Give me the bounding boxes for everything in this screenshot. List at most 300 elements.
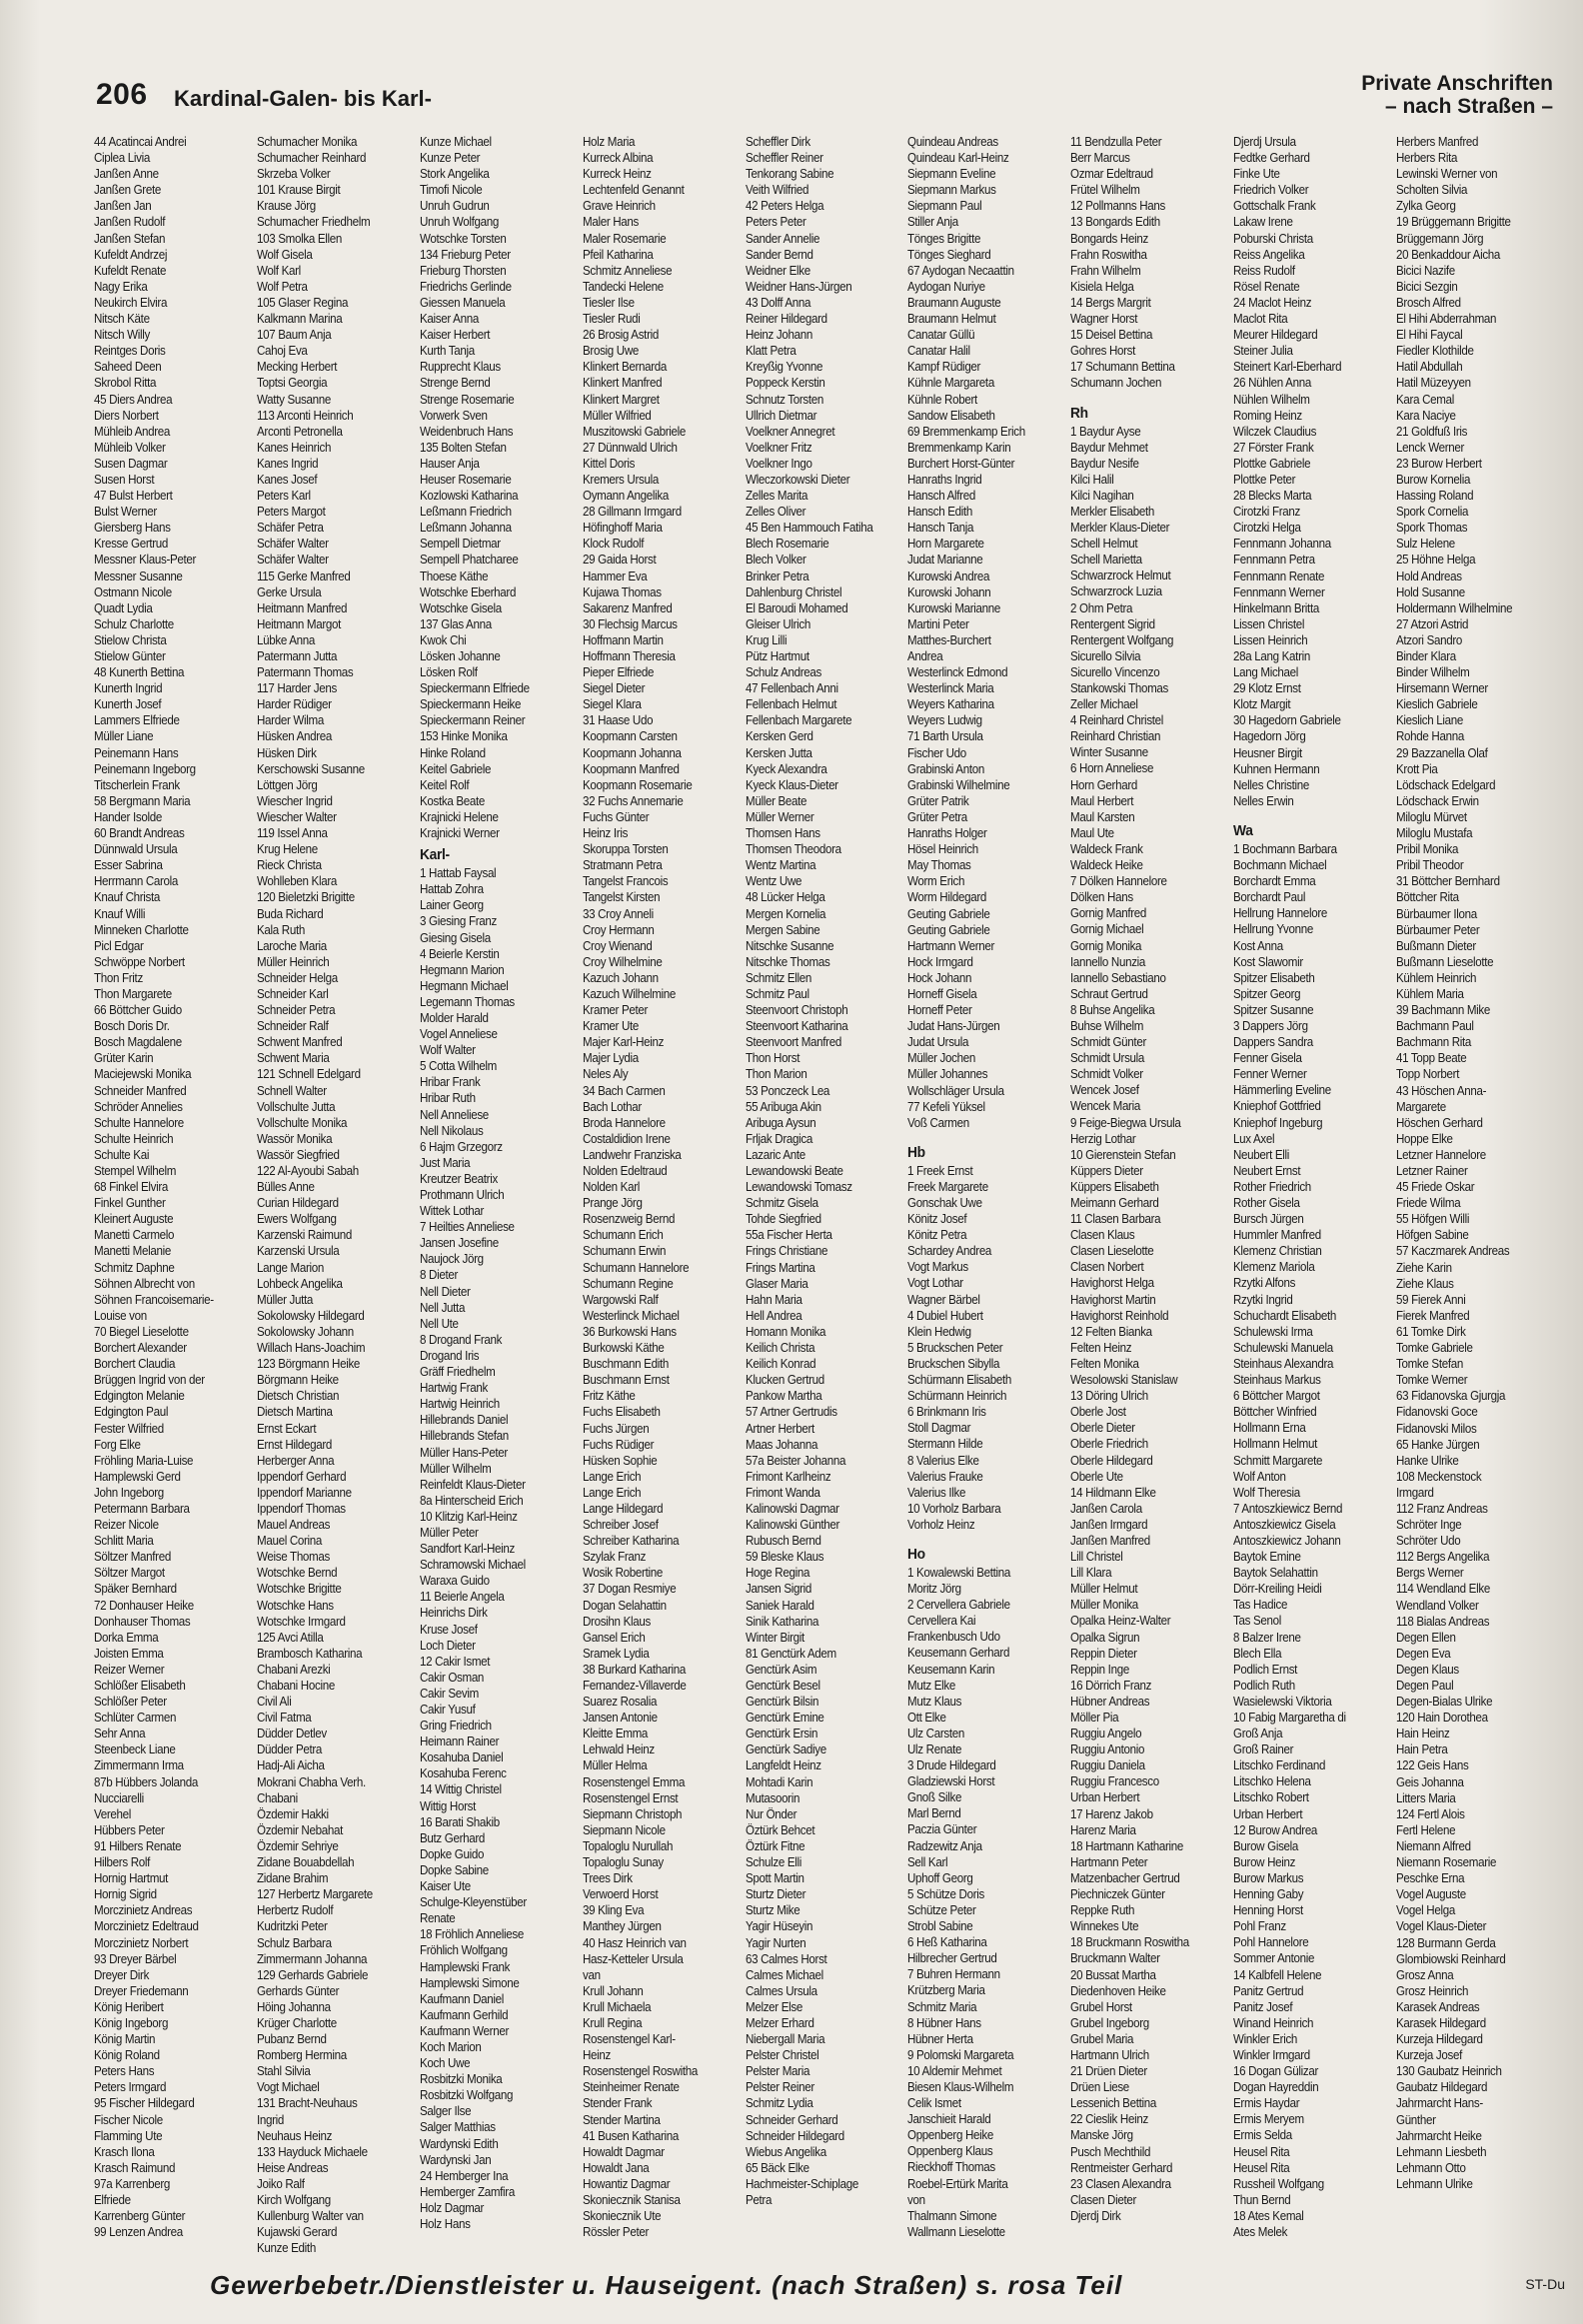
listing-entry: Stender Frank — [582, 2096, 652, 2111]
listing-entry: Lödschack Erwin — [1396, 793, 1479, 808]
listing-entry: Schumann Jochen — [1070, 376, 1162, 391]
listing-entry: 63 Calmes Horst — [745, 1951, 827, 1966]
listing-entry: Krull Michaela — [582, 1999, 651, 2014]
listing-entry: Müller Heinrich — [256, 954, 330, 969]
listing-entry: Westerlinck Edmond — [907, 665, 1008, 680]
listing-entry: Degen Eva — [1396, 1646, 1451, 1661]
listing-entry: Kieslich Liane — [1396, 713, 1464, 728]
listing-entry: Canatar Halil — [907, 344, 971, 359]
listing-entry: Drogand Iris — [419, 1348, 480, 1363]
listing-entry: Lissen Christel — [1233, 616, 1305, 631]
listing-entry: Neukirch Elvira — [94, 295, 168, 310]
listing-entry: Möller Pia — [1070, 1711, 1119, 1725]
listing-entry: Schumann Erwin — [582, 1244, 666, 1259]
listing-entry: 8 Dieter — [419, 1268, 458, 1283]
listing-entry: Broda Hannelore — [582, 1115, 666, 1130]
listing-entry: Frahn Roswitha — [1070, 247, 1147, 262]
listing-entry: 24 Maclot Heinz — [1233, 295, 1312, 310]
listing-entry: Spieckermann Elfriede — [419, 681, 530, 696]
listing-entry: Voelkner Ingo — [745, 456, 812, 471]
listing-entry: Herbers Manfred — [1396, 135, 1479, 149]
listing-entry: Horn Gerhard — [1070, 777, 1138, 792]
listing-entry: Rzytki Alfons — [1233, 1276, 1296, 1291]
listing-entry: Gansel Erich — [582, 1630, 646, 1645]
listing-entry: Bach Lothar — [582, 1099, 642, 1114]
listing-entry: König Heribert — [94, 1999, 164, 2014]
listing-entry: Vogt Markus — [907, 1260, 969, 1275]
listing-entry: Brosig Uwe — [582, 344, 639, 359]
listing-entry: Kufeldt Renate — [94, 263, 167, 278]
listing-entry: Vollschulte Monika — [256, 1115, 348, 1130]
listing-entry: Ruggiu Francesco — [1070, 1774, 1160, 1789]
listing-entry: Nell Anneliese — [419, 1107, 489, 1122]
listing-entry: Ippendorf Thomas — [256, 1501, 346, 1516]
listing-entry: Verehel — [94, 1806, 132, 1821]
listing-entry: Maler Hans — [582, 215, 639, 230]
listing-entry: Hoge Regina — [745, 1566, 809, 1581]
listing-entry: 31 Haase Udo — [582, 713, 653, 728]
listing-entry: Hinkelmann Britta — [1233, 600, 1320, 615]
listing-entry: 103 Smolka Ellen — [256, 231, 342, 246]
listing-entry: Heitmann Manfred — [256, 600, 348, 615]
listing-entry: Ozmar Edeltraud — [1070, 167, 1154, 182]
listing-entry: Cakir Sevim — [419, 1686, 479, 1701]
listing-entry: Panitz Gertrud — [1233, 1983, 1304, 1998]
listing-entry: Susen Horst — [94, 472, 155, 487]
listing-entry: 16 Barati Shakib — [419, 1814, 500, 1829]
listing-entry: Wolf Walter — [419, 1043, 476, 1058]
listing-entry: Havighorst Helga — [1070, 1276, 1155, 1291]
listing-entry: Friedrich Volker — [1233, 183, 1309, 198]
listing-entry: 66 Böttcher Guido — [94, 1003, 182, 1018]
listing-entry: Stermann Hilde — [907, 1437, 983, 1452]
listing-entry: Peinemann Hans — [94, 745, 179, 760]
listing-entry: Höing Johanna — [256, 1999, 331, 2014]
listing-entry: Calmes Michael — [745, 1967, 823, 1982]
listing-entry: Wentz Martina — [745, 858, 815, 873]
listing-entry: Scheffler Reiner — [745, 151, 823, 166]
listing-entry: 67 Aydogan Necaattin — [907, 263, 1015, 278]
listing-entry: Judat Marianne — [907, 553, 983, 568]
listing-entry: Wassör Siegfried — [256, 1147, 340, 1162]
listing-entry: Spott Martin — [745, 1871, 804, 1886]
listing-entry: Ippendorf Marianne — [256, 1485, 352, 1500]
listing-entry: Kampf Rüdiger — [907, 360, 981, 375]
listing-entry: Verwoerd Horst — [582, 1887, 659, 1902]
listing-entry: Müller Beate — [745, 793, 806, 808]
listing-entry: Kruse Josef — [419, 1622, 478, 1637]
listing-entry: Hribar Frank — [419, 1075, 481, 1090]
listing-entry: Salger Matthias — [419, 2120, 496, 2135]
listing-entry: Schumacher Monika — [256, 135, 358, 149]
listing-entry: Nucciarelli — [94, 1790, 144, 1805]
listing-entry: 105 Glaser Regina — [256, 295, 349, 310]
listing-entry: Vogt Michael — [256, 2080, 320, 2095]
listing-entry: Andrea — [907, 649, 943, 663]
listing-entry: Hoffmann Martin — [582, 632, 664, 647]
listing-entry: Rieck Christa — [256, 858, 322, 873]
listing-entry: Hansch Tanja — [907, 521, 974, 536]
listing-entry: Dreyer Dirk — [94, 1967, 150, 1982]
listing-entry: Mokrani Chabha Verh. — [256, 1774, 366, 1789]
listing-entry: Lübke Anna — [256, 632, 315, 647]
listing-entry: Schwent Maria — [256, 1051, 330, 1066]
listing-entry: Vollschulte Jutta — [256, 1099, 336, 1114]
listing-entry: 12 Cakir Ismet — [419, 1654, 490, 1669]
listing-entry: 10 Klitzig Karl-Heinz — [419, 1509, 518, 1524]
listing-entry: Hansch Edith — [907, 505, 973, 520]
listing-entry: Dahlenburg Christel — [745, 584, 841, 599]
listing-entry: Baytok Selahattin — [1233, 1566, 1318, 1581]
listing-entry: Canatar Güllü — [907, 328, 975, 343]
listing-entry: Kaufmann Daniel — [419, 1991, 504, 2006]
listing-entry: Herrmann Carola — [94, 874, 179, 889]
listing-entry: Steiner Julia — [1233, 344, 1293, 359]
listing-entry: Sulz Helene — [1396, 537, 1456, 552]
listing-entry: Kirch Wolfgang — [256, 2193, 331, 2207]
listing-entry: Braumann Auguste — [907, 295, 1001, 310]
listing-entry: Kleinert Auguste — [94, 1212, 174, 1227]
listing-entry: Opalka Sigrun — [1070, 1630, 1140, 1645]
listing-entry: Gerhards Günter — [256, 1983, 339, 1998]
listing-entry: Könitz Petra — [907, 1228, 967, 1243]
listing-entry: Klinkert Manfred — [582, 376, 662, 391]
listing-entry: Fidanovski Goce — [1396, 1405, 1478, 1420]
listing-entry: Rupprecht Klaus — [419, 360, 501, 375]
listing-entry: Nell Nikolaus — [419, 1123, 484, 1138]
listing-entry: Hollmann Erna — [1233, 1421, 1306, 1436]
listing-entry: 3 Drude Hildegard — [907, 1758, 997, 1773]
listing-entry: 124 Fertl Alois — [1396, 1806, 1465, 1821]
listing-entry: Maul Karsten — [1070, 809, 1135, 824]
listing-entry: 16 Dörrich Franz — [1070, 1678, 1152, 1693]
listing-entry: Naujock Jörg — [419, 1252, 484, 1267]
listing-entry: Worm Hildegard — [907, 890, 987, 905]
listing-entry: Waraxa Guido — [419, 1574, 490, 1589]
listing-entry: Nelles Erwin — [1233, 793, 1294, 808]
listing-entry: Düdder Detlev — [256, 1727, 327, 1742]
listing-entry: Söhnen Francoisemarie- — [94, 1292, 214, 1307]
listing-entry: Matzenbacher Gertrud — [1070, 1870, 1180, 1885]
listing-entry: Ruggiu Daniela — [1070, 1758, 1146, 1773]
listing-entry: Lissen Heinrich — [1233, 632, 1308, 647]
listing-entry: Unruh Gudrun — [419, 199, 490, 214]
listing-entry: 10 Fabig Margaretha di — [1233, 1711, 1346, 1725]
listing-entry: 61 Tomke Dirk — [1396, 1324, 1466, 1339]
listing-entry: Klotz Margit — [1233, 697, 1291, 712]
listing-entry: Siegel Dieter — [582, 681, 645, 696]
listing-entry: Ewers Wolfgang — [256, 1212, 337, 1227]
listing-entry: Hoffmann Theresia — [582, 649, 676, 663]
listing-entry: Siepmann Markus — [907, 183, 996, 198]
listing-entry: Schlößer Peter — [94, 1695, 167, 1710]
listing-entry: Ullrich Dietmar — [745, 408, 816, 423]
listing-entry: Manetti Carmelo — [94, 1228, 175, 1243]
listing-entry: Niemann Rosemarie — [1396, 1855, 1497, 1870]
listing-entry: Hamplewski Gerd — [94, 1469, 181, 1484]
listing-entry: Petra — [745, 2193, 772, 2207]
listing-entry: 60 Brandt Andreas — [94, 826, 185, 841]
listing-entry: Bulst Werner — [94, 505, 157, 520]
listing-entry: Sinik Katharina — [745, 1614, 818, 1629]
listing-entry: 47 Fellenbach Anni — [745, 681, 838, 696]
listing-entry: Reppin Inge — [1070, 1662, 1130, 1677]
listing-entry: Hilbers Rolf — [94, 1855, 151, 1870]
listing-entry: Brambosch Katharina — [256, 1646, 363, 1661]
listing-entry: Iannello Nunzia — [1070, 954, 1146, 969]
listing-entry: Gaubatz Hildegard — [1396, 2080, 1488, 2095]
listing-entry: Atzori Sandro — [1396, 632, 1463, 647]
listing-entry: Heise Andreas — [256, 2160, 329, 2175]
listing-entry: von — [907, 2192, 926, 2207]
listing-entry: Voß Carmen — [907, 1115, 970, 1130]
listing-entry: Peters Margot — [256, 505, 326, 520]
listing-entry: Laroche Maria — [256, 938, 327, 953]
listing-entry: 11 Clasen Barbara — [1070, 1212, 1161, 1227]
listing-entry: 41 Busen Katharina — [582, 2128, 679, 2143]
listing-entry: Glaser Maria — [745, 1276, 808, 1291]
listing-entry: Miloglu Mürvet — [1396, 809, 1467, 824]
listing-entry: Burow Kornelia — [1396, 472, 1471, 487]
listing-entry: Kaufmann Werner — [419, 2023, 509, 2038]
listing-entry: Kosahuba Ferenc — [419, 1766, 507, 1781]
listing-entry: Grosz Anna — [1396, 1967, 1454, 1982]
listing-entry: Schulz Barbara — [256, 1935, 332, 1950]
listing-entry: Fierek Manfred — [1396, 1308, 1470, 1323]
listing-entry: Jansen Josefine — [419, 1236, 499, 1251]
listing-entry: 113 Arconti Heinrich — [256, 408, 354, 423]
listing-entry: Bremmenkamp Karin — [907, 440, 1011, 455]
listing-entry: Petermann Barbara — [94, 1501, 190, 1516]
listing-entry: Hübner Andreas — [1070, 1694, 1150, 1709]
listing-entry: Heitmann Margot — [256, 616, 341, 631]
listing-entry: Winter Birgit — [745, 1630, 804, 1645]
listing-entry: Spork Thomas — [1396, 521, 1468, 536]
listing-entry: Nitsch Willy — [94, 328, 151, 343]
listing-entry: 133 Hayduck Michaele — [256, 2144, 368, 2159]
listing-entry: 19 Brüggemann Brigitte — [1396, 215, 1511, 230]
listing-entry: Vorholz Heinz — [907, 1517, 975, 1532]
listing-entry: Hegmann Michael — [419, 978, 509, 993]
footer-note: Gewerbebetr./Dienstleister u. Hauseigent. (nach Straßen) s. rosa Teil — [210, 2270, 1123, 2300]
listing-entry: Jahrmarcht Hans- — [1396, 2096, 1484, 2111]
listing-entry: Litschko Helena — [1233, 1774, 1311, 1789]
listing-entry: Zidane Bouabdellah — [256, 1855, 355, 1870]
listing-entry: Grüter Patrik — [907, 793, 969, 808]
listing-entry: Hain Heinz — [1396, 1727, 1450, 1742]
listing-entry: Heusel Rita — [1233, 2160, 1290, 2175]
listing-entry: Skrobol Ritta — [94, 376, 157, 391]
listing-entry: Skoruppa Torsten — [582, 842, 669, 857]
listing-entry: Schumacher Friedhelm — [256, 215, 371, 230]
listing-entry: Steenvoort Manfred — [745, 1035, 841, 1050]
listing-entry: Kerschowski Susanne — [256, 761, 365, 776]
listing-entry: 1 Kowalewski Bettina — [907, 1565, 1011, 1580]
listing-entry: Prange Jörg — [582, 1196, 643, 1211]
listing-entry: Manthey Jürgen — [582, 1919, 662, 1934]
listing-entry: Bachmann Paul — [1396, 1019, 1474, 1034]
listing-entry: Krasch Raimund — [94, 2160, 176, 2175]
listing-entry: Stoll Dagmar — [907, 1421, 971, 1436]
listing-entry: Wolf Theresia — [1233, 1485, 1301, 1500]
listing-entry: Düdder Petra — [256, 1743, 322, 1757]
listing-entry: Glombiowski Reinhard — [1396, 1951, 1506, 1966]
listing-entry: Kurzeja Hildegard — [1396, 2032, 1483, 2047]
listing-entry: Kaiser Ute — [419, 1879, 471, 1894]
listing-entry: 129 Gerhards Gabriele — [256, 1967, 368, 1982]
listing-entry: Bußmann Lieselotte — [1396, 954, 1494, 969]
listing-entry: Steenvoort Christoph — [745, 1003, 847, 1018]
listing-entry: Picl Edgar — [94, 938, 144, 953]
listing-entry: Kalkmann Marina — [256, 312, 343, 327]
listing-entry: Reiner Hildegard — [745, 312, 827, 327]
listing-entry: 1 Hattab Faysal — [419, 866, 497, 881]
listing-entry: 17 Harenz Jakob — [1070, 1806, 1154, 1821]
listing-entry: Krüger Charlotte — [256, 2015, 337, 2030]
listing-entry: Spitzer Georg — [1233, 986, 1301, 1001]
listing-entry: Kniephof Gottfried — [1233, 1099, 1321, 1114]
listing-entry: Schumann Erich — [582, 1228, 664, 1243]
listing-entry: Kilci Nagihan — [1070, 488, 1134, 503]
listing-entry: Söltzer Manfred — [94, 1550, 171, 1565]
listing-entry: 34 Bach Carmen — [582, 1083, 666, 1098]
listing-entry: Biesen Klaus-Wilhelm — [907, 2079, 1014, 2094]
listing-entry: Plottke Peter — [1233, 472, 1296, 487]
listing-entry: Tangelst Kirsten — [582, 890, 660, 905]
listing-entry: Kühnle Margareta — [907, 376, 995, 391]
listing-column-8 — [1233, 134, 1390, 2260]
listing-entry: Sicurello Vincenzo — [1070, 664, 1160, 679]
listing-entry: Hüsken Andrea — [256, 729, 332, 744]
listing-entry: 1 Bochmann Barbara — [1233, 841, 1337, 856]
listing-entry: Ziehe Karin — [1396, 1260, 1452, 1275]
listing-entry: 20 Benkaddour Aicha — [1396, 247, 1501, 262]
listing-entry: 72 Donhauser Heike — [94, 1598, 194, 1613]
listing-entry: 93 Dreyer Bärbel — [94, 1951, 177, 1966]
listing-entry: Kühlem Heinrich — [1396, 970, 1477, 985]
listing-entry: Kersken Jutta — [745, 745, 812, 760]
listing-entry: Mutasoorin — [745, 1790, 799, 1805]
listing-entry: Schäfer Walter — [256, 553, 329, 568]
listing-entry: Lill Klara — [1070, 1566, 1112, 1581]
listing-entry: König Martin — [94, 2032, 156, 2047]
listing-entry: Sommer Antonie — [1233, 1951, 1315, 1966]
listing-entry: Tomke Werner — [1396, 1373, 1468, 1388]
listing-entry: van — [582, 1967, 601, 1982]
listing-entry: 10 Vorholz Barbara — [907, 1501, 1001, 1516]
listing-entry: 43 Dolff Anna — [745, 295, 810, 310]
listing-entry: Klatt Petra — [745, 344, 796, 359]
listing-entry: Mohtadi Karin — [745, 1774, 812, 1789]
listing-entry: 115 Gerke Manfred — [256, 569, 351, 583]
listing-entry: 25 Höhne Helga — [1396, 553, 1476, 568]
listing-entry: Schmitz Ellen — [745, 970, 811, 985]
listing-entry: Müller Werner — [745, 809, 813, 824]
listing-entry: 29 Gaida Horst — [582, 553, 657, 568]
listing-entry: Kreutzer Beatrix — [419, 1171, 498, 1186]
listing-entry: Winter Susanne — [1070, 745, 1149, 760]
listing-entry: Nitsch Käte — [94, 312, 150, 327]
listing-entry: Bürbaumer Ilona — [1396, 906, 1477, 921]
listing-entry: 65 Hanke Jürgen — [1396, 1437, 1480, 1452]
listing-entry: Thomsen Theodora — [745, 842, 841, 857]
listing-entry: Lewinski Werner von — [1396, 167, 1498, 182]
page-header — [96, 72, 1553, 132]
listing-entry: 39 Kling Eva — [582, 1903, 644, 1918]
listing-entry: Hatil Müzeyyen — [1396, 376, 1471, 391]
listing-entry: Edgington Paul — [94, 1405, 169, 1420]
listing-entry: Yagir Hüseyin — [745, 1919, 812, 1934]
listing-entry: Spieckermann Heike — [419, 697, 521, 712]
listing-entry: Westerlinck Michael — [582, 1308, 680, 1323]
listing-entry: 55 Aribuga Akin — [745, 1099, 821, 1114]
listing-entry: Roming Heinz — [1233, 408, 1303, 423]
listing-entry: Cirotzki Franz — [1233, 505, 1301, 520]
listing-entry: Giessen Manuela — [419, 295, 506, 310]
listing-entry: Valerius Ilke — [907, 1485, 966, 1500]
listing-entry: 6 Böttcher Margot — [1233, 1389, 1320, 1404]
listing-entry: Waldeck Heike — [1070, 858, 1143, 873]
listing-entry: 12 Pollmanns Hans — [1070, 199, 1166, 214]
listing-entry: Söltzer Margot — [94, 1566, 165, 1581]
listing-entry: Susen Dagmar — [94, 456, 168, 471]
listing-entry: Schulewski Irma — [1233, 1324, 1313, 1339]
listing-entry: Kazuch Johann — [582, 970, 659, 985]
listing-entry: Kyeck Klaus-Dieter — [745, 777, 838, 792]
listing-entry: Watty Susanne — [256, 392, 331, 407]
listing-entry: Frimont Wanda — [745, 1485, 820, 1500]
listing-entry: Dörr-Kreiling Heidi — [1233, 1582, 1322, 1597]
listing-entry: Lux Axel — [1233, 1131, 1275, 1146]
listing-entry: Brosch Alfred — [1396, 295, 1461, 310]
listing-entry: Klinkert Bernarda — [582, 360, 667, 375]
listing-entry: Günther — [1396, 2112, 1436, 2127]
listing-entry: Keilich Christa — [745, 1341, 814, 1356]
listing-entry: Hilbrecher Gertrud — [907, 1951, 997, 1966]
listing-entry: Hübner Herta — [907, 2031, 974, 2046]
listing-entry: Wotschke Brigitte — [256, 1582, 342, 1597]
listing-entry: Pohl Hannelore — [1233, 1935, 1309, 1950]
listing-entry: Roebel-Ertürk Marita — [907, 2176, 1008, 2191]
listing-entry: Plottke Gabriele — [1233, 456, 1311, 471]
listing-entry: 26 Nühlen Anna — [1233, 376, 1312, 391]
listing-entry: 101 Krause Birgit — [256, 183, 341, 198]
listing-entry: Wotschke Irmgard — [256, 1614, 346, 1629]
listing-entry: 44 Acatincai Andrei — [94, 135, 187, 149]
listing-entry: Westerlinck Maria — [907, 681, 994, 696]
listing-entry: Ermis Meryem — [1233, 2112, 1305, 2127]
listing-entry: Pribil Theodor — [1396, 858, 1464, 873]
listing-entry: Herzig Lothar — [1070, 1131, 1136, 1146]
listing-entry: Tandecki Helene — [582, 279, 664, 294]
listing-entry: Majer Lydia — [582, 1051, 639, 1066]
listing-entry: Calmes Ursula — [745, 1983, 817, 1998]
listing-entry: Sehr Anna — [94, 1727, 146, 1742]
listing-entry: Ermis Haydar — [1233, 2096, 1300, 2111]
listing-entry: Burkowski Käthe — [582, 1341, 665, 1356]
listing-entry: Moritz Jörg — [907, 1582, 962, 1597]
listing-entry: El Hihi Abderrahman — [1396, 312, 1497, 327]
listing-entry: Heinrichs Dirk — [419, 1606, 488, 1621]
listing-entry: Hirsemann Werner — [1396, 681, 1488, 696]
listing-entry: Dopke Sabine — [419, 1862, 489, 1877]
listing-entry: Kala Ruth — [256, 922, 305, 937]
listing-entry: Pribil Monika — [1396, 842, 1459, 857]
listing-entry: Höfinghoff Maria — [582, 521, 663, 536]
listing-entry: Weyers Katharina — [907, 697, 995, 712]
listing-entry: Curian Hildegard — [256, 1196, 339, 1211]
listing-entry: Steenbeck Liane — [94, 1743, 176, 1757]
